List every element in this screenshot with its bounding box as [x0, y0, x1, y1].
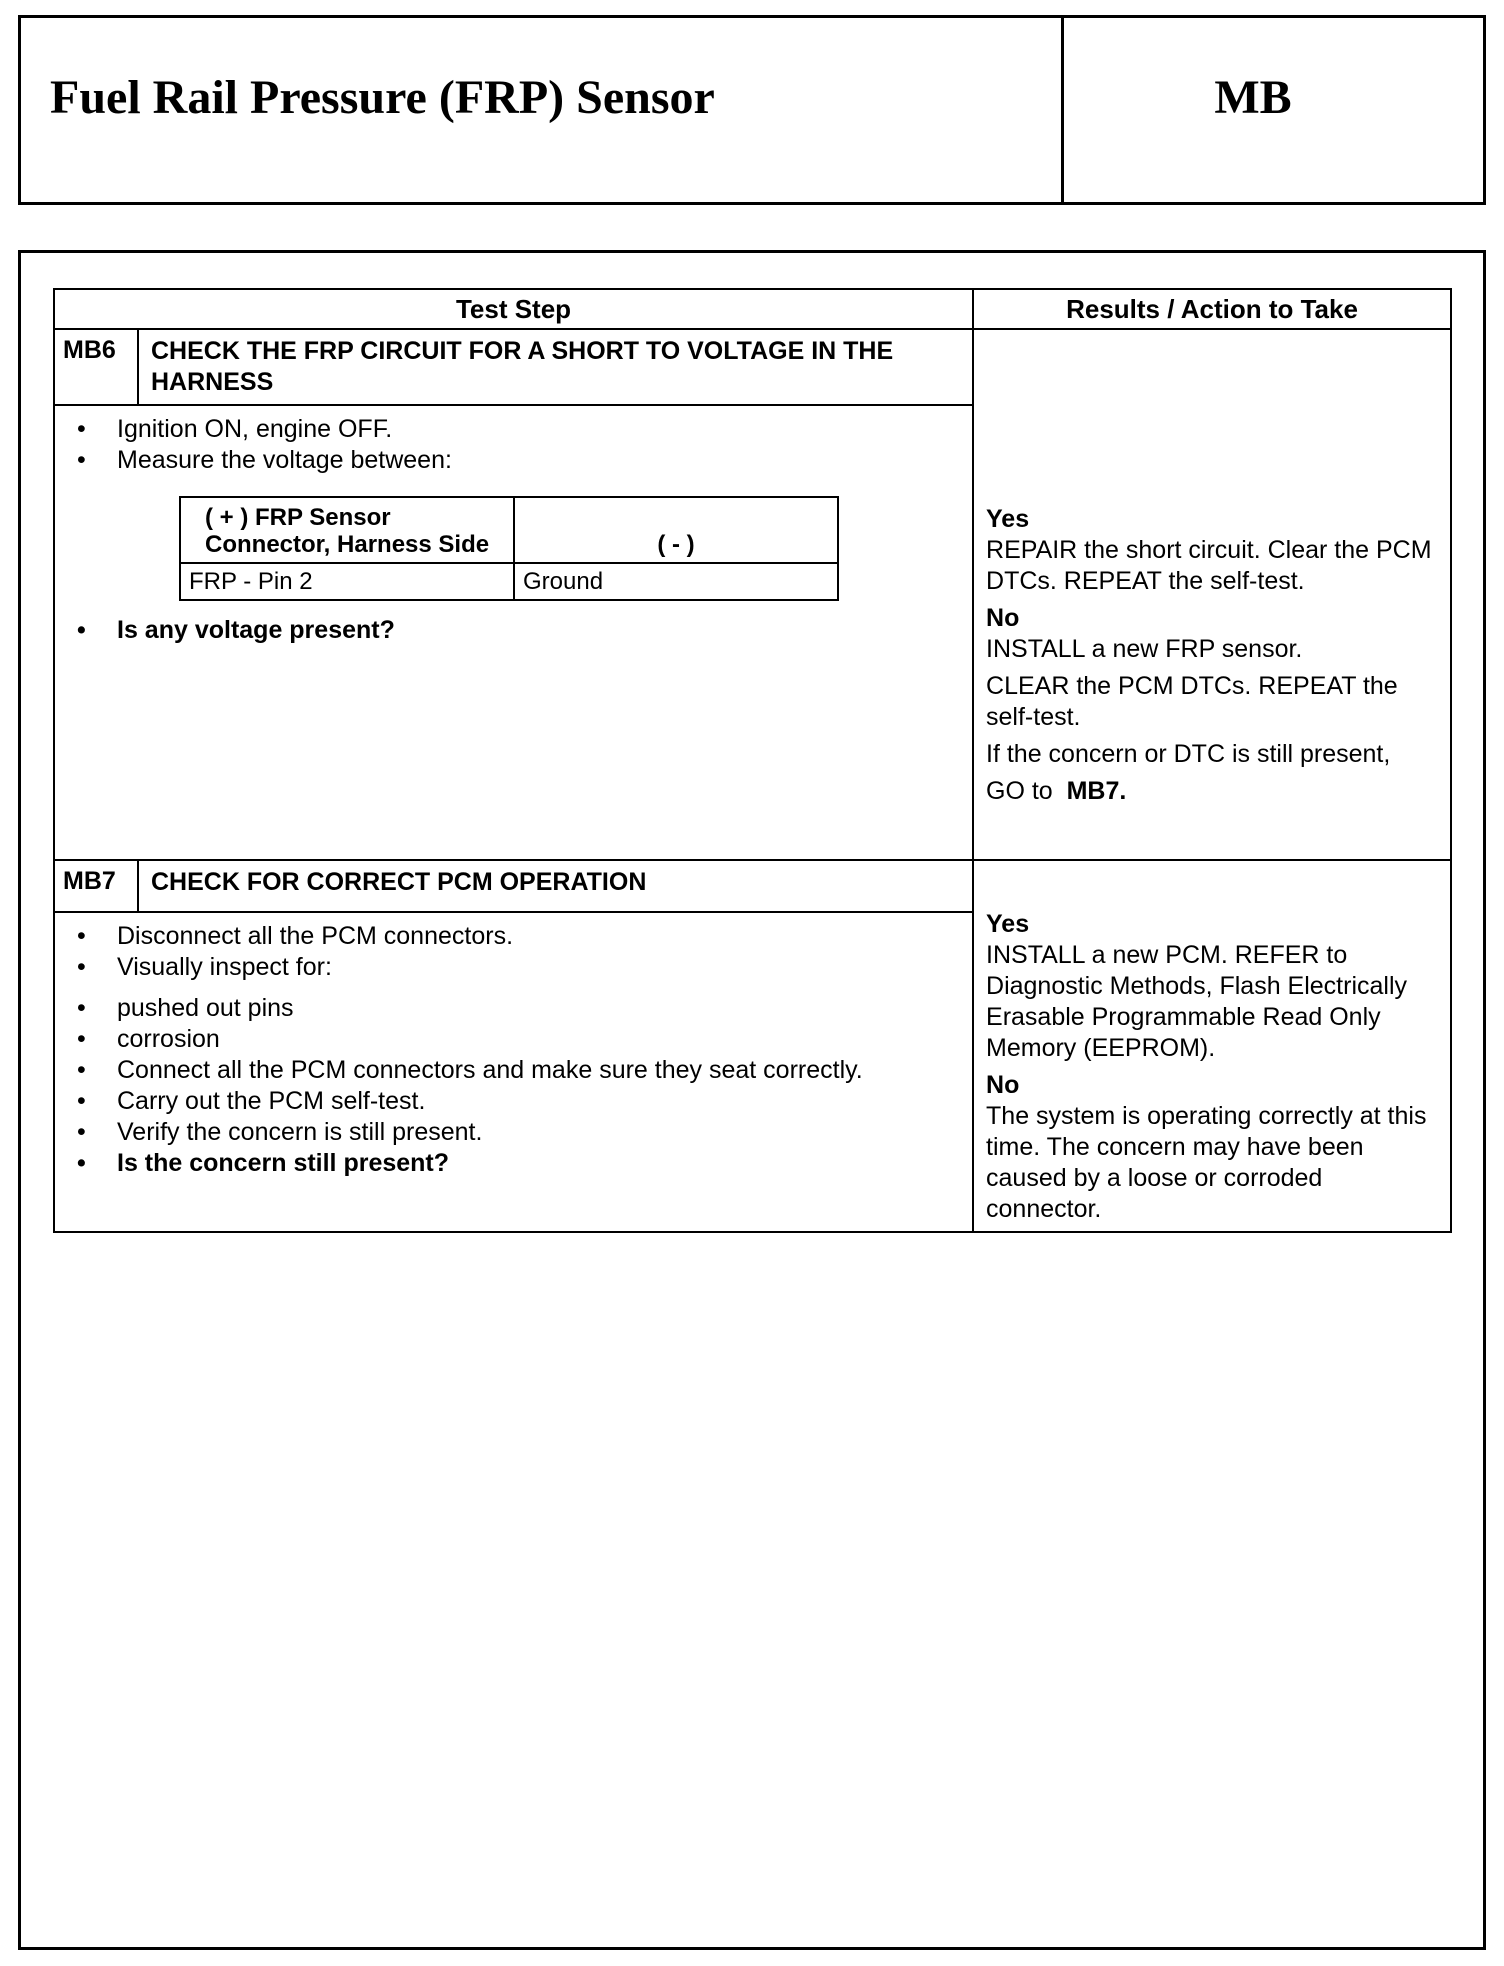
step-id-mb7: MB7	[54, 860, 138, 912]
mb7-bullet-2	[117, 952, 960, 1055]
col-header-results: Results / Action to Take	[973, 289, 1451, 329]
inner-cell-positive: FRP - Pin 2	[180, 563, 514, 600]
page-title: Fuel Rail Pressure (FRP) Sensor	[50, 71, 715, 124]
result-mb6-no-text3: If the concern or DTC is still present,	[986, 740, 1391, 768]
step-body-mb7	[54, 912, 973, 1232]
mb7-bullet-4: • Carry out the PCM self-test.	[117, 1086, 960, 1117]
mb7-question: • Is the concern still present?	[117, 1148, 960, 1179]
result-mb7-yes-label: Yes	[986, 910, 1030, 938]
step-title-mb6: CHECK THE FRP CIRCUIT FOR A SHORT TO VOLTAGE IN THE HARNESS	[138, 329, 973, 405]
result-mb7-yes-text: INSTALL a new PCM. REFER to Diagnostic Methods, Flash Electrically Erasable Programmable Read Only Memory (EEPROM).	[986, 941, 1408, 1062]
result-mb6-yes-text: REPAIR the short circuit. Clear the PCM DTCs. REPEAT the self-test.	[986, 536, 1432, 595]
step-id-mb6: MB6	[54, 329, 138, 405]
result-mb7	[973, 860, 1451, 1232]
result-mb7-no-label: No	[986, 1071, 1020, 1099]
mb6-bullet-2: • Measure the voltage between:	[117, 445, 960, 476]
goto-target-mb7: MB7.	[1066, 777, 1127, 805]
result-mb6-no-text1: INSTALL a new FRP sensor.	[986, 635, 1303, 663]
mb7-dash-list	[117, 993, 960, 1055]
result-mb6-yes-label: Yes	[986, 505, 1030, 533]
result-mb6	[973, 329, 1451, 860]
mb6-question: • Is any voltage present?	[117, 615, 960, 646]
result-mb6-no-label: No	[986, 604, 1020, 632]
result-mb6-no-text2: CLEAR the PCM DTCs. REPEAT the self-test.	[986, 672, 1398, 731]
inner-cell-negative: Ground	[514, 563, 838, 600]
mb6-question-list	[67, 615, 960, 646]
test-step-table	[53, 288, 1452, 1233]
mb7-dash-1: • pushed out pins	[117, 993, 960, 1024]
mb7-bullet-2-text: Visually inspect for:	[117, 952, 332, 981]
main-box	[18, 250, 1486, 1950]
inner-head-positive: ( + ) FRP Sensor Connector, Harness Side	[180, 497, 514, 563]
mb7-bullets	[67, 921, 960, 1179]
mb7-bullet-5: • Verify the concern is still present.	[117, 1117, 960, 1148]
goto-prefix: GO to	[986, 777, 1053, 805]
step-body-mb6	[54, 405, 973, 860]
step-mb6-title-row	[54, 329, 1451, 405]
mb7-bullet-3: • Connect all the PCM connectors and make sure they seat correctly.	[117, 1055, 960, 1086]
col-header-test-step: Test Step	[54, 289, 973, 329]
mb6-bullet-1: • Ignition ON, engine OFF.	[117, 414, 960, 445]
mb6-bullets	[67, 414, 960, 476]
mb7-bullet-1: • Disconnect all the PCM connectors.	[117, 921, 960, 952]
inner-head-negative: ( - )	[514, 497, 838, 563]
mb7-dash-2: • corrosion	[117, 1024, 960, 1055]
result-mb7-no-text: The system is operating correctly at this time. The concern may have been caused by a loose or corroded connector.	[986, 1102, 1427, 1223]
step-title-mb7: CHECK FOR CORRECT PCM OPERATION	[138, 860, 973, 912]
page-code: MB	[1214, 71, 1292, 124]
result-mb6-goto	[986, 776, 1438, 807]
table-header-row	[54, 289, 1451, 329]
voltage-measure-table	[179, 496, 839, 601]
step-mb7-title-row	[54, 860, 1451, 912]
